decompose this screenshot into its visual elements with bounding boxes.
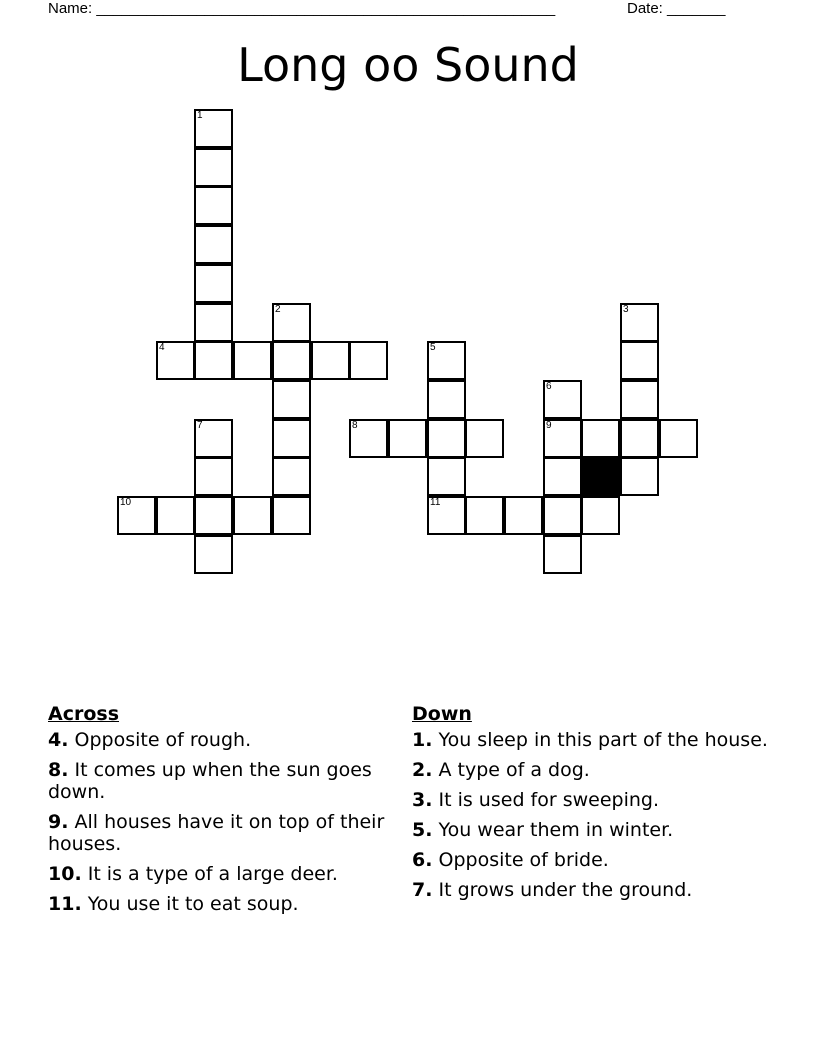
clue-number-label: 8 [352, 420, 358, 431]
clue-number-label: 11 [430, 497, 441, 508]
clue-down-2 [412, 759, 772, 781]
clue-number: 9. [48, 811, 69, 833]
clue-text: You wear them in winter. [438, 819, 674, 841]
crossword-cell[interactable] [194, 457, 233, 496]
crossword-cell[interactable] [543, 496, 582, 535]
crossword-cell[interactable] [349, 341, 388, 380]
clue-number-label: 10 [120, 497, 132, 508]
crossword-cell[interactable] [272, 341, 311, 380]
clue-text: Opposite of rough. [74, 729, 252, 751]
clue-number-label: 1 [197, 110, 203, 121]
clue-text: It is a type of a large deer. [87, 863, 338, 885]
crossword-cell[interactable] [194, 496, 233, 535]
clue-number-label: 6 [546, 381, 552, 392]
clue-number: 3. [412, 789, 433, 811]
clue-text: It is used for sweeping. [438, 789, 660, 811]
crossword-cell[interactable] [543, 457, 582, 496]
crossword-cell[interactable] [427, 496, 466, 535]
page-title: Long oo Sound [237, 38, 579, 92]
crossword-cell[interactable] [543, 419, 582, 458]
crossword-cell[interactable] [504, 496, 543, 535]
clue-text: You use it to eat soup. [87, 893, 299, 915]
crossword-cell[interactable] [427, 341, 466, 380]
clue-down-5 [412, 819, 772, 841]
crossword-cell[interactable] [465, 496, 504, 535]
crossword-cell[interactable] [272, 303, 311, 342]
clue-down-7 [412, 879, 772, 901]
crossword-cell[interactable] [620, 303, 659, 342]
crossword-cell[interactable] [427, 419, 466, 458]
crossword-cell[interactable] [272, 496, 311, 535]
clue-number: 2. [412, 759, 433, 781]
clue-text: It grows under the ground. [438, 879, 693, 901]
clue-number: 5. [412, 819, 433, 841]
crossword-cell[interactable] [194, 186, 233, 225]
crossword-cell[interactable] [194, 109, 233, 148]
clue-text: A type of a dog. [438, 759, 590, 781]
clue-across-8 [48, 759, 393, 803]
clue-number-label: 5 [430, 342, 436, 353]
crossword-cell[interactable] [233, 496, 272, 535]
clue-text: All houses have it on top of their houses. [48, 811, 385, 855]
crossword-cell[interactable] [659, 419, 698, 458]
crossword-cell[interactable] [194, 535, 233, 574]
crossword-cell[interactable] [620, 341, 659, 380]
crossword-cell[interactable] [543, 380, 582, 419]
clue-number: 1. [412, 729, 433, 751]
date-field-label: Date: _______ [627, 0, 726, 17]
clue-number: 11. [48, 893, 82, 915]
crossword-cell[interactable] [465, 419, 504, 458]
crossword-cell[interactable] [156, 496, 195, 535]
clue-across-4 [48, 729, 393, 751]
clue-number-label: 2 [275, 304, 281, 315]
crossword-cell[interactable] [194, 225, 233, 264]
crossword-cell[interactable] [156, 341, 195, 380]
clue-number: 6. [412, 849, 433, 871]
across-heading: Across [48, 703, 120, 725]
clue-number: 10. [48, 863, 82, 885]
clue-down-6 [412, 849, 772, 871]
name-field-label: Name: _______________________________________________________ [48, 0, 556, 17]
crossword-cell[interactable] [427, 457, 466, 496]
clue-number: 7. [412, 879, 433, 901]
crossword-cell[interactable] [272, 419, 311, 458]
crossword-black-square [581, 457, 620, 496]
crossword-cell[interactable] [194, 148, 233, 187]
crossword-cell[interactable] [543, 535, 582, 574]
clue-across-10 [48, 863, 393, 885]
clue-across-9 [48, 811, 393, 855]
clue-number: 4. [48, 729, 69, 751]
crossword-cell[interactable] [272, 380, 311, 419]
crossword-cell[interactable] [194, 341, 233, 380]
down-heading: Down [412, 703, 472, 725]
crossword-cell[interactable] [620, 419, 659, 458]
clue-down-1 [412, 729, 772, 751]
clue-text: You sleep in this part of the house. [438, 729, 768, 751]
clue-text: It comes up when the sun goes down. [48, 759, 372, 803]
crossword-cell[interactable] [272, 457, 311, 496]
clue-number-label: 4 [159, 342, 165, 353]
crossword-cell[interactable] [581, 496, 620, 535]
clue-text: Opposite of bride. [438, 849, 609, 871]
crossword-cell[interactable] [194, 419, 233, 458]
crossword-cell[interactable] [427, 380, 466, 419]
crossword-cell[interactable] [311, 341, 350, 380]
crossword-cell[interactable] [117, 496, 156, 535]
crossword-cell[interactable] [194, 264, 233, 303]
clue-across-11 [48, 893, 393, 915]
down-clues [412, 702, 772, 909]
crossword-cell[interactable] [581, 419, 620, 458]
clue-down-3 [412, 789, 772, 811]
crossword-cell[interactable] [620, 457, 659, 496]
crossword-cell[interactable] [194, 303, 233, 342]
crossword-cell[interactable] [233, 341, 272, 380]
crossword-cell[interactable] [388, 419, 427, 458]
clue-number-label: 3 [623, 304, 629, 315]
crossword-cell[interactable] [620, 380, 659, 419]
crossword-cell[interactable] [349, 419, 388, 458]
clue-number: 8. [48, 759, 69, 781]
across-clues [48, 702, 393, 923]
clue-number-label: 9 [546, 420, 552, 431]
clue-number-label: 7 [197, 420, 203, 431]
